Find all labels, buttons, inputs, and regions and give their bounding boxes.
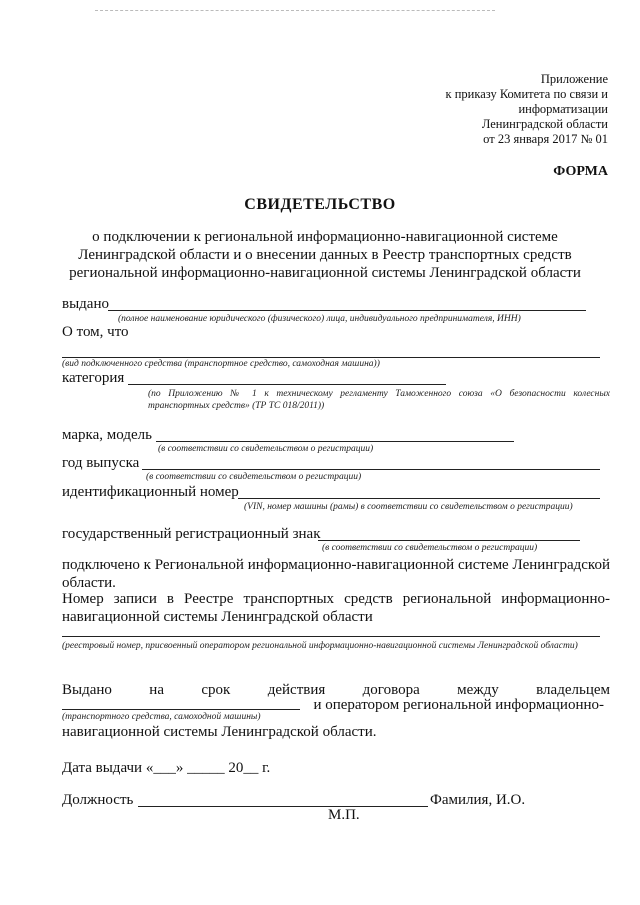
id-label: идентификационный номер — [62, 484, 239, 500]
validity-line3: навигационной системы Ленинградской области. — [62, 724, 377, 740]
year-field-line[interactable] — [142, 469, 600, 470]
signature-field-line[interactable] — [138, 806, 428, 807]
brand-note: (в соответствии со свидетельством о регистрации) — [158, 444, 374, 454]
issued-note: (полное наименование юридического (физического) лица, индивидуального предпринимателя, ИНН) — [118, 314, 521, 324]
name-label: Фамилия, И.О. — [430, 792, 526, 808]
registry-field-line[interactable] — [62, 636, 600, 637]
category-note: (по Приложению № 1 к техническому регламенту Таможенного союза «О безопасности колесных транспортных средств» (ТР ТС 018/2011)) — [148, 389, 610, 411]
validity-line2: и оператором региональной информационно- — [313, 697, 604, 713]
position-label: Должность — [62, 792, 134, 808]
category-field-line[interactable] — [128, 384, 446, 385]
about-label: О том, что — [62, 324, 129, 340]
scan-edge-dashes — [95, 10, 495, 11]
plate-note: (в соответствии со свидетельством о регистрации) — [322, 543, 538, 553]
category-label: категория — [62, 370, 125, 386]
vehicle-field-line[interactable] — [62, 357, 600, 358]
id-field-line[interactable] — [238, 498, 600, 499]
issued-label: выдано — [62, 296, 109, 312]
year-label: год выпуска — [62, 455, 140, 471]
appendix-line: Приложение — [540, 72, 608, 86]
appendix-line: информатизации — [518, 102, 608, 116]
appendix-line: от 23 января 2017 № 01 — [483, 132, 608, 146]
plate-field-line[interactable] — [318, 540, 580, 541]
owner-note: (транспортного средства, самоходной машины) — [62, 712, 261, 722]
vehicle-note: (вид подключенного средства (транспортное средство, самоходная машина)) — [62, 359, 380, 369]
owner-field-line[interactable] — [62, 709, 300, 710]
validity-line1: Выдано на срок действия договора между владельцем — [62, 682, 610, 698]
form-label: ФОРМА — [553, 164, 608, 179]
issued-field-line[interactable] — [108, 310, 586, 311]
issue-date: Дата выдачи «___» _____ 20__ г. — [62, 760, 271, 776]
appendix-line: Ленинградской области — [481, 117, 608, 131]
registry-text: Номер записи в Реестре транспортных средств региональной информационно-навигационной системы Ленинградской области — [62, 591, 610, 625]
document-title: СВИДЕТЕЛЬСТВО — [244, 196, 396, 213]
document-subtitle: о подключении к региональной информационно-навигационной системе Ленинградской области и о внесении данных в Реестр транспортных средств региональной информационно-навигационной системы Ленинградской области — [69, 229, 581, 281]
id-note: (VIN, номер машины (рамы) в соответствии со свидетельством о регистрации) — [244, 502, 573, 512]
registry-note: (реестровый номер, присвоенный оператором региональной информационно-навигационной системы Ленинградской области) — [62, 641, 578, 651]
appendix-line: к приказу Комитета по связи и — [445, 87, 608, 101]
brand-label: марка, модель — [62, 427, 152, 443]
year-note: (в соответствии со свидетельством о регистрации) — [146, 472, 362, 482]
plate-label: государственный регистрационный знак — [62, 526, 321, 542]
connected-text: подключено к Региональной информационно-навигационной системе Ленинградской области. — [62, 557, 610, 591]
brand-field-line[interactable] — [156, 441, 514, 442]
appendix-header — [446, 72, 608, 147]
stamp-label: М.П. — [328, 807, 360, 823]
